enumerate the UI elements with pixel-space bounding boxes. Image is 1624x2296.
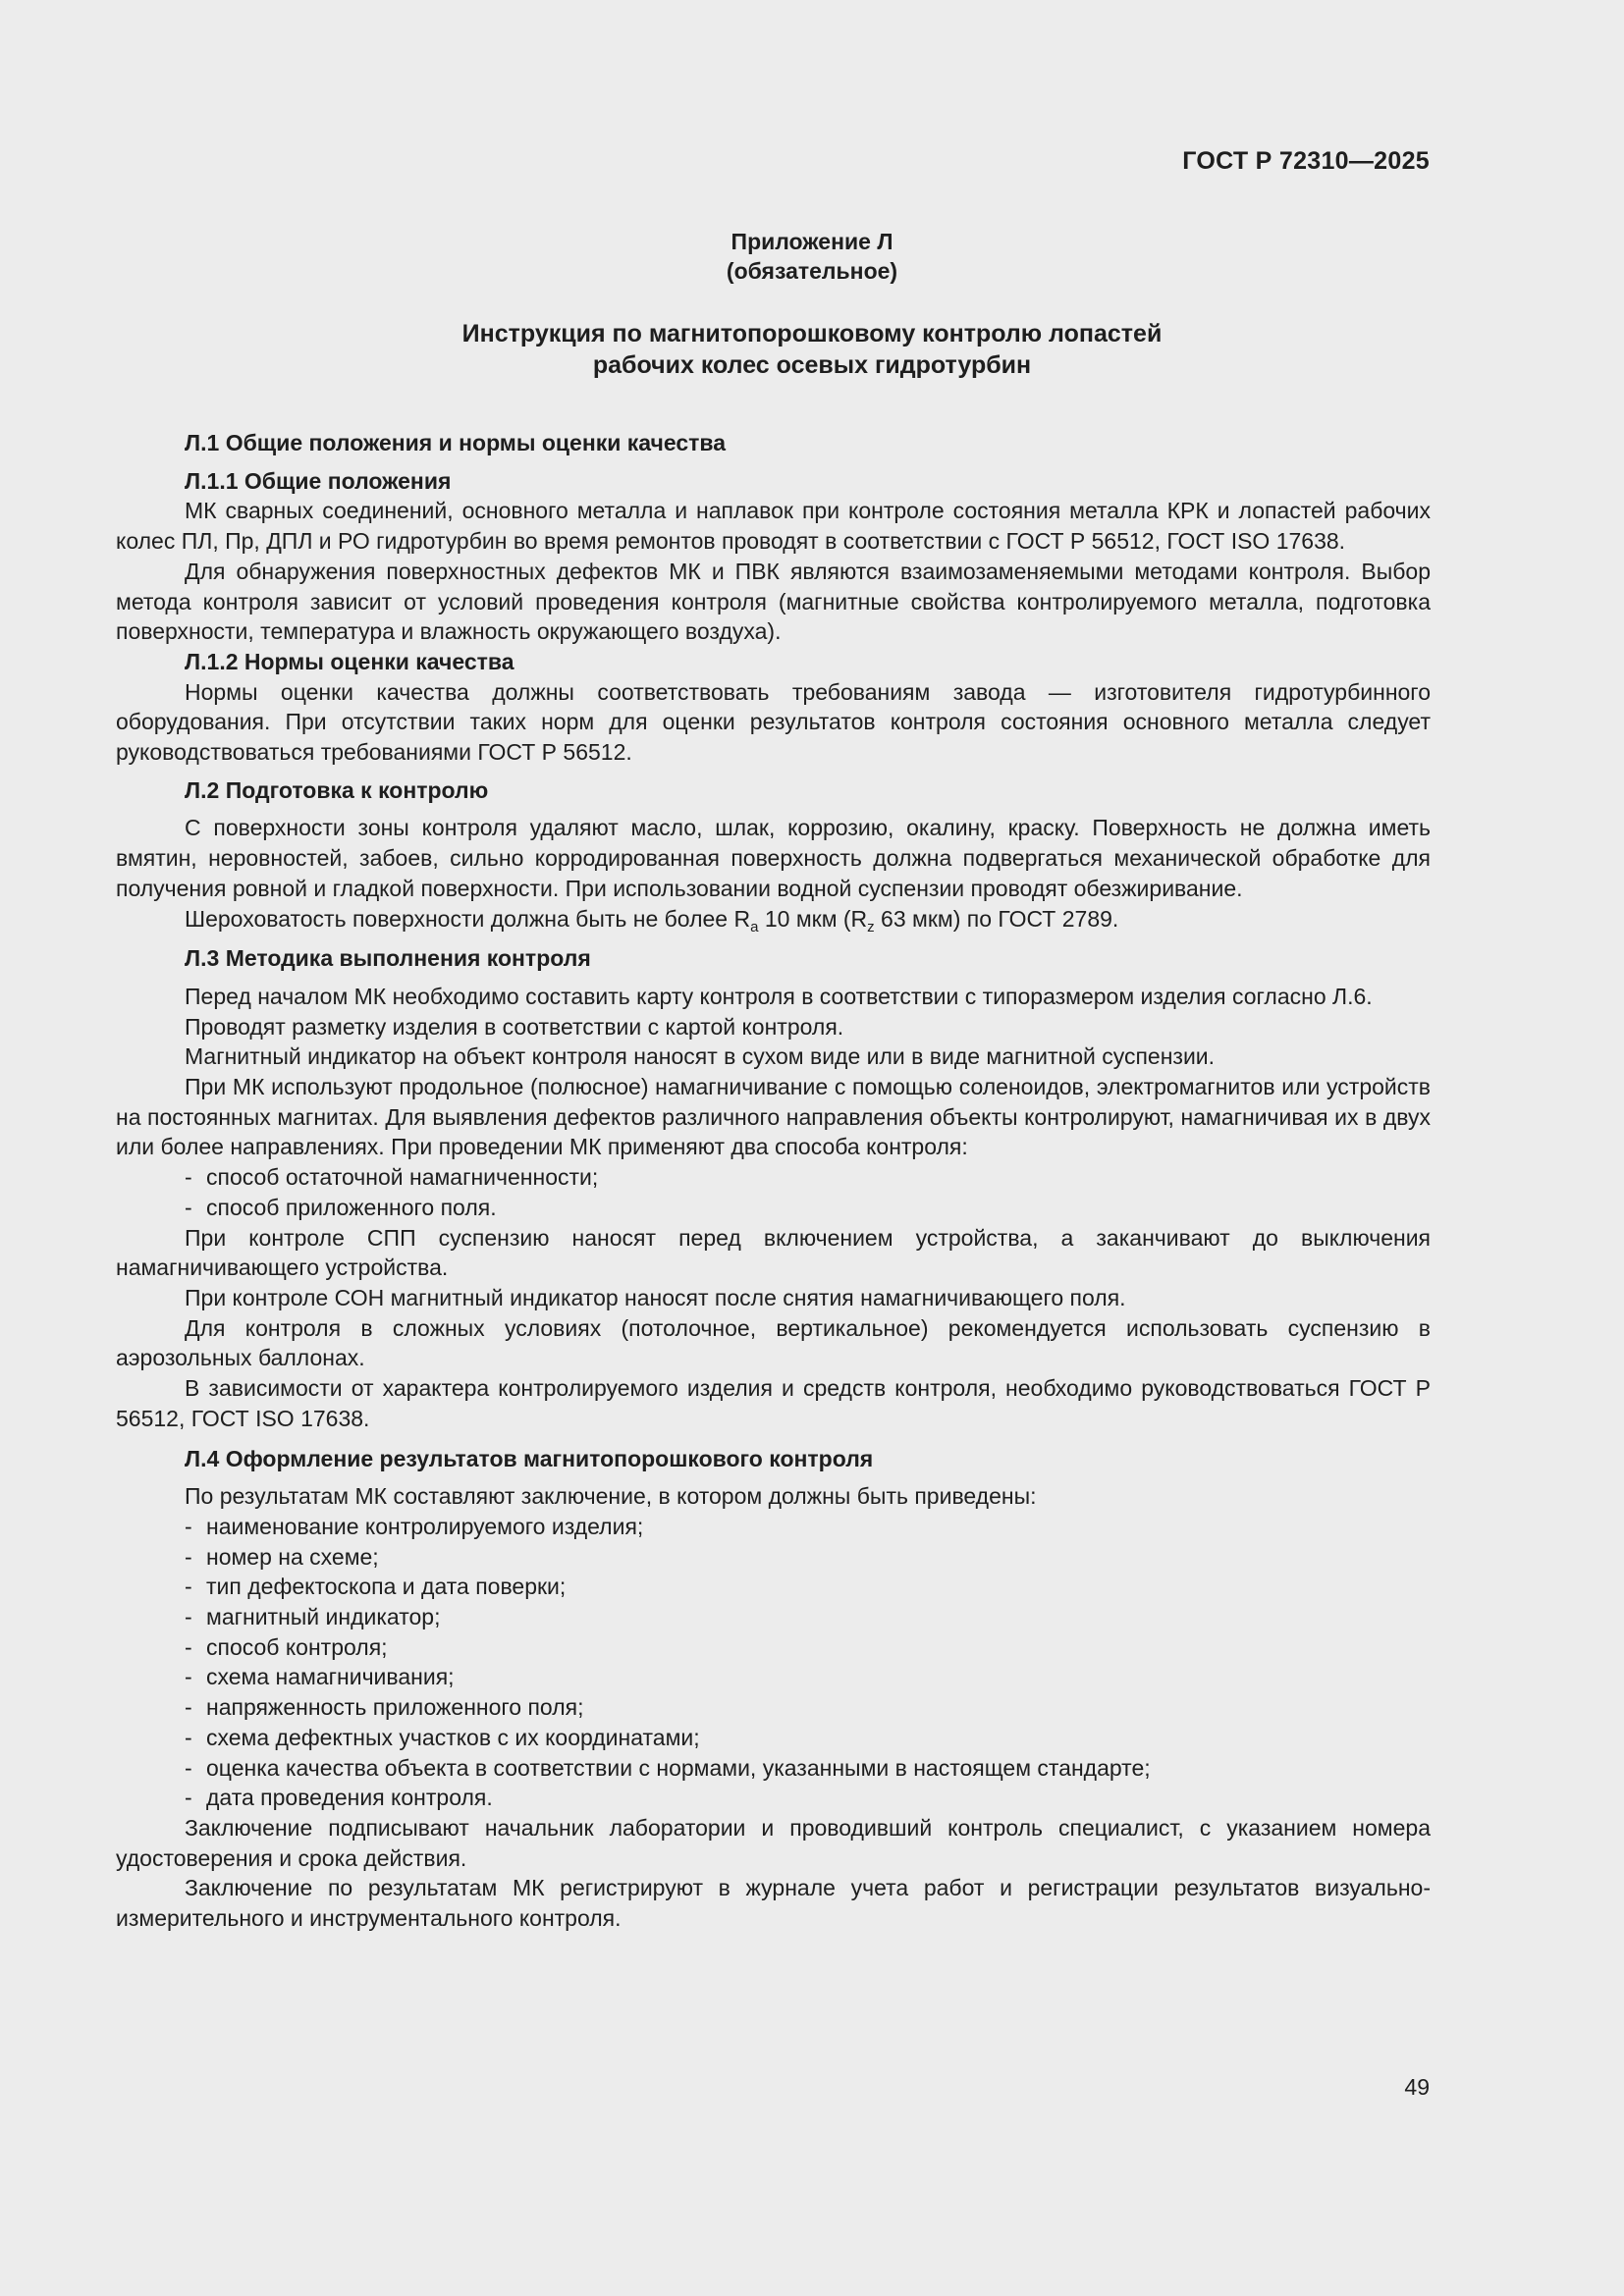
paragraph: Для контроля в сложных условиях (потолочное, вертикальное) рекомендуется использовать суспензию в аэрозольных баллонах. — [116, 1314, 1431, 1371]
paragraph: При контроле СПП суспензию наносят перед включением устройства, а заканчивают до выключения намагничивающего устройства. — [116, 1224, 1431, 1281]
section-heading-l4: Л.4 Оформление результатов магнитопорошкового контроля — [185, 1445, 874, 1471]
document-id: ГОСТ Р 72310—2025 — [1182, 147, 1430, 175]
paragraph: Заключение подписывают начальник лаборатории и проводивший контроль специалист, с указанием номера удостоверения и срока действия. — [116, 1814, 1431, 1871]
paragraph: При контроле СОН магнитный индикатор наносят после снятия намагничивающего поля. — [185, 1284, 1126, 1310]
paragraph: По результатам МК составляют заключение, в котором должны быть приведены: — [185, 1483, 1037, 1510]
appendix-status: (обязательное) — [726, 258, 898, 284]
list-item: - номер на схеме; — [185, 1543, 379, 1570]
list-item: - дата проведения контроля. — [185, 1785, 493, 1811]
section-heading-l2: Л.2 Подготовка к контролю — [185, 776, 489, 803]
list-item: - наименование контролируемого изделия; — [185, 1513, 644, 1539]
list-item: - схема намагничивания; — [185, 1664, 455, 1690]
list-item: - тип дефектоскопа и дата поверки; — [185, 1574, 567, 1600]
list-item: - оценка качества объекта в соответствии с нормами, указанными в настоящем стандарте; — [185, 1754, 1151, 1781]
document-body — [116, 428, 1431, 1934]
paragraph: При МК используют продольное (полюсное) намагничивание с помощью соленоидов, электромагнитов или устройств на постоянных магнитах. Для выявления дефектов различного направления объекты контролируют, намагничивая их в двух или более направлениях. При проведении МК применяют два способа контроля: — [116, 1074, 1431, 1160]
paragraph: В зависимости от характера контролируемого изделия и средств контроля, необходимо руководствоваться ГОСТ Р 56512, ГОСТ ISO 17638. — [116, 1375, 1431, 1431]
paragraph: С поверхности зоны контроля удаляют масло, шлак, коррозию, окалину, краску. Поверхность не должна иметь вмятин, неровностей, забоев, сильно корродированная поверхность должна подвергаться механической обработке для получения ровной и гладкой поверхности. При использовании водной суспензии проводят обезжиривание. — [116, 815, 1431, 901]
page-title — [0, 318, 1624, 381]
list-item: - схема дефектных участков с их координатами; — [185, 1724, 700, 1750]
appendix-title: Приложение Л — [731, 229, 893, 254]
section-heading-l3: Л.3 Методика выполнения контроля — [185, 945, 591, 972]
list-item: - магнитный индикатор; — [185, 1604, 441, 1630]
title-line-1: Инструкция по магнитопорошковому контролю лопастей — [461, 320, 1163, 347]
page-number: 49 — [1404, 2074, 1430, 2100]
paragraph: Проводят разметку изделия в соответствии с картой контроля. — [185, 1013, 844, 1040]
paragraph: МК сварных соединений, основного металла и наплавок при контроле состояния металла КРК и лопастей рабочих колес ПЛ, Пр, ДПЛ и РО гидротурбин во время ремонтов проводят в соответствии с ГОСТ Р 56512, ГОСТ ISO 17638. — [116, 498, 1431, 555]
list-item: - способ контроля; — [185, 1633, 388, 1660]
subsection-heading-l1-2: Л.1.2 Нормы оценки качества — [185, 648, 514, 674]
paragraph: Заключение по результатам МК регистрируют в журнале учета работ и регистрации результатов визуально-измерительного и инструментального контроля. — [116, 1875, 1431, 1932]
section-heading-l1: Л.1 Общие положения и нормы оценки качества — [185, 430, 727, 455]
list-item: - способ остаточной намагниченности; — [185, 1164, 599, 1191]
subsection-heading-l1-1: Л.1.1 Общие положения — [185, 467, 452, 494]
paragraph: Для обнаружения поверхностных дефектов МК и ПВК являются взаимозаменяемыми методами контроля. Выбор метода контроля зависит от условий проведения контроля (магнитные свойства контролируемого металла, подготовка поверхности, температура и влажность окружающего воздуха). — [116, 558, 1431, 645]
list-item: - способ приложенного поля. — [185, 1194, 497, 1220]
paragraph: Нормы оценки качества должны соответствовать требованиям завода — изготовителя гидротурбинного оборудования. При отсутствии таких норм для оценки результатов контроля состояния основного металла следует руководствоваться требованиями ГОСТ Р 56512. — [116, 678, 1431, 766]
paragraph-roughness: Шероховатость поверхности должна быть не более $R_a$ 10 мкм ($R_z$ 63 мкм) по ГОСТ 2789. — [185, 905, 1119, 935]
paragraph: Перед началом МК необходимо составить карту контроля в соответствии с типоразмером изделия согласно Л.6. — [185, 983, 1373, 1009]
title-line-2: рабочих колес осевых гидротурбин — [592, 351, 1032, 379]
paragraph: Магнитный индикатор на объект контроля наносят в сухом виде или в виде магнитной суспензии. — [185, 1043, 1216, 1070]
list-item: - напряженность приложенного поля; — [185, 1694, 584, 1721]
appendix-label — [0, 227, 1624, 286]
